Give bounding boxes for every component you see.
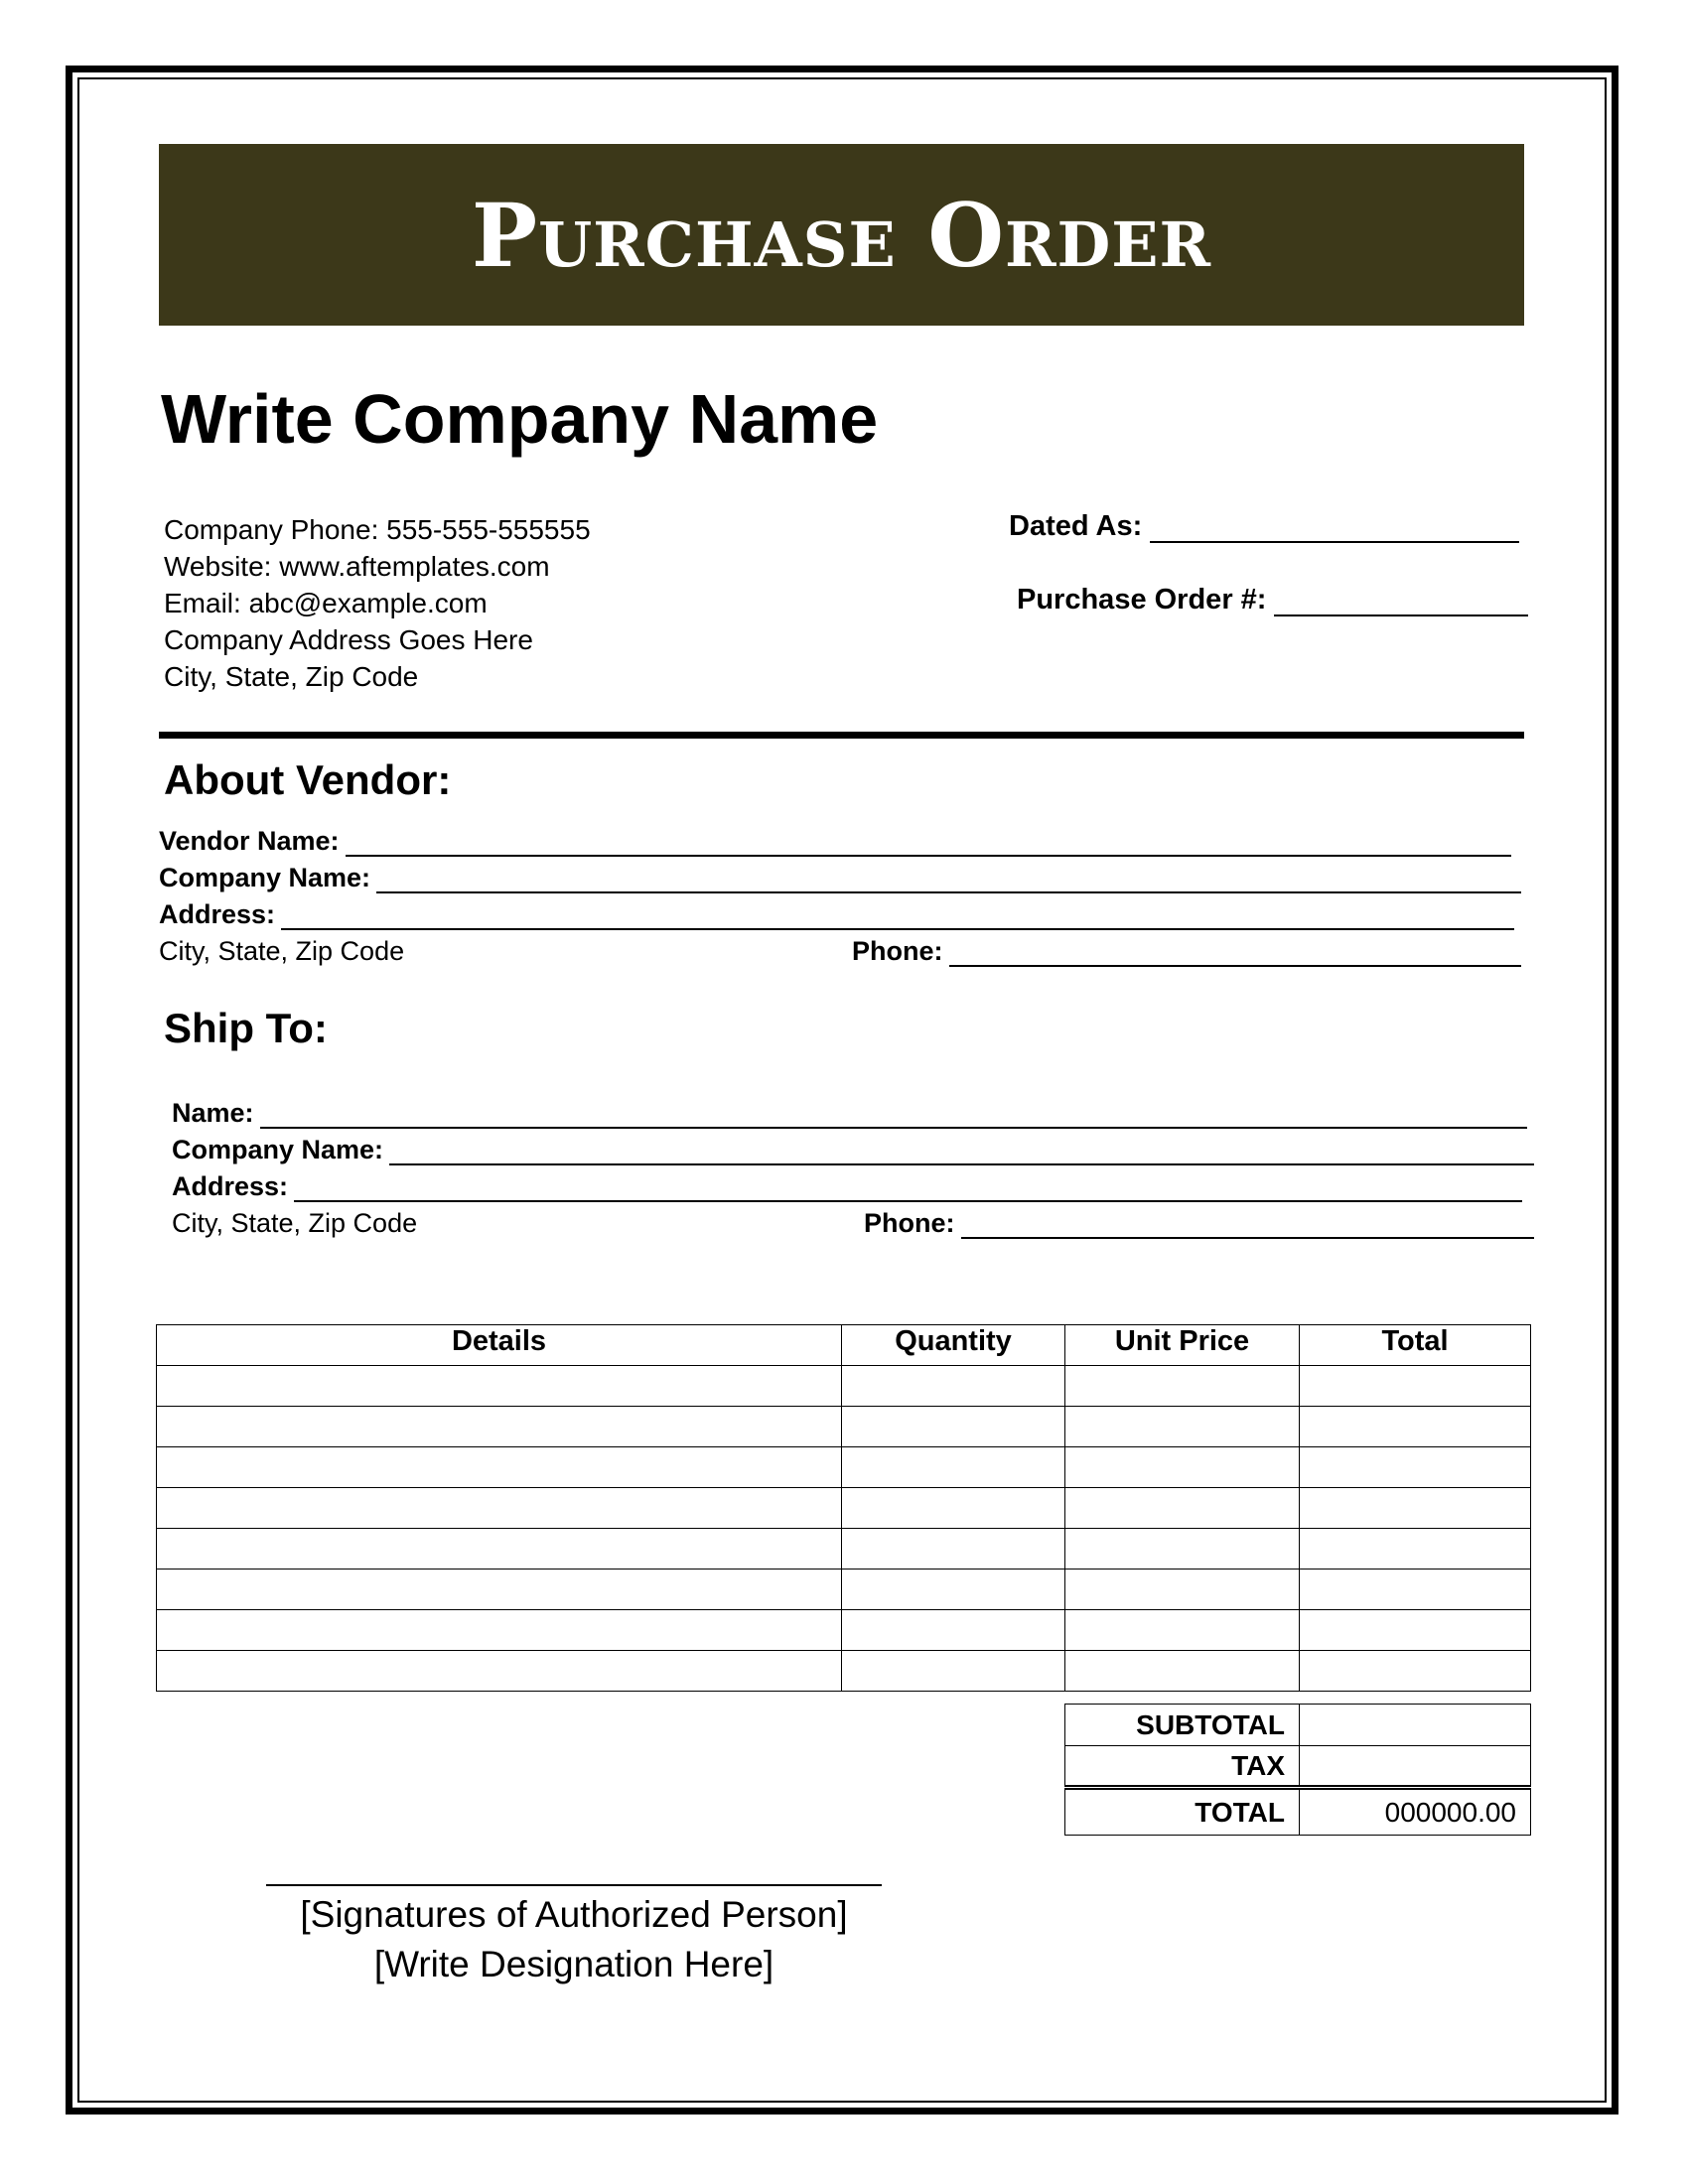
cell-details[interactable]: [157, 1447, 842, 1488]
cell-quantity[interactable]: [842, 1488, 1065, 1529]
tax-label: TAX: [1065, 1746, 1300, 1788]
ship-name-row: [172, 1098, 1527, 1129]
vendor-address-row: [159, 899, 1514, 930]
cell-quantity[interactable]: [842, 1651, 1065, 1692]
designation-label: [Write Designation Here]: [373, 1944, 774, 1984]
table-row: [157, 1610, 1531, 1651]
header-total: Total: [1300, 1325, 1531, 1366]
cell-details[interactable]: [157, 1651, 842, 1692]
ship-name-input[interactable]: [260, 1105, 1527, 1129]
vendor-address-label: Address:: [159, 899, 276, 929]
vendor-phone-input[interactable]: [949, 943, 1522, 967]
cell-total[interactable]: [1300, 1407, 1531, 1447]
ship-address-label: Address:: [172, 1171, 289, 1201]
total-row: [1065, 1788, 1531, 1836]
cell-details[interactable]: [157, 1366, 842, 1407]
dated-as-label: Dated As:: [1009, 510, 1143, 542]
ship-company-input[interactable]: [389, 1142, 1534, 1165]
cell-unit-price[interactable]: [1065, 1407, 1300, 1447]
vendor-company-input[interactable]: [376, 870, 1521, 893]
company-email: Email: abc@example.com: [164, 588, 488, 618]
dated-as-input[interactable]: [1150, 516, 1519, 543]
vendor-city-label: City, State, Zip Code: [159, 936, 405, 966]
cell-details[interactable]: [157, 1529, 842, 1570]
signature-line[interactable]: [266, 1884, 882, 1886]
cell-unit-price[interactable]: [1065, 1529, 1300, 1570]
total-value[interactable]: 000000.00: [1300, 1788, 1531, 1836]
cell-total[interactable]: [1300, 1488, 1531, 1529]
cell-quantity[interactable]: [842, 1570, 1065, 1610]
cell-details[interactable]: [157, 1610, 842, 1651]
po-number-field: [1017, 584, 1528, 616]
table-row: [157, 1407, 1531, 1447]
po-number-label: Purchase Order #:: [1017, 584, 1267, 615]
vendor-phone-label: Phone:: [852, 936, 943, 966]
dated-as-field: [1009, 510, 1519, 543]
ship-company-label: Company Name:: [172, 1135, 384, 1164]
ship-city-label: City, State, Zip Code: [172, 1208, 418, 1238]
cell-quantity[interactable]: [842, 1447, 1065, 1488]
cell-total[interactable]: [1300, 1366, 1531, 1407]
ship-address-row: [172, 1171, 1522, 1202]
ship-phone-row: [864, 1208, 1534, 1239]
table-row: [157, 1570, 1531, 1610]
document-title: Purchase Order: [471, 183, 1212, 287]
signature-label: [Signatures of Authorized Person]: [300, 1894, 848, 1935]
cell-unit-price[interactable]: [1065, 1447, 1300, 1488]
ship-phone-input[interactable]: [961, 1215, 1535, 1239]
vendor-phone-row: [852, 936, 1521, 967]
vendor-name-input[interactable]: [346, 833, 1511, 857]
vendor-company-label: Company Name:: [159, 863, 371, 892]
cell-quantity[interactable]: [842, 1407, 1065, 1447]
company-phone: Company Phone: 555-555-555555: [164, 514, 591, 545]
header-details: Details: [157, 1325, 842, 1366]
table-row: [157, 1366, 1531, 1407]
items-header-row: [157, 1325, 1531, 1366]
po-number-input[interactable]: [1274, 590, 1528, 616]
subtotal-value[interactable]: [1300, 1705, 1531, 1746]
subtotal-label: SUBTOTAL: [1065, 1705, 1300, 1746]
ship-phone-label: Phone:: [864, 1208, 955, 1238]
cell-quantity[interactable]: [842, 1529, 1065, 1570]
subtotal-row: [1065, 1705, 1531, 1746]
cell-details[interactable]: [157, 1407, 842, 1447]
ship-address-input[interactable]: [294, 1178, 1522, 1202]
table-row: [157, 1529, 1531, 1570]
vendor-city-row: [159, 936, 675, 967]
cell-unit-price[interactable]: [1065, 1651, 1300, 1692]
tax-value[interactable]: [1300, 1746, 1531, 1788]
section-divider: [159, 732, 1524, 739]
cell-unit-price[interactable]: [1065, 1366, 1300, 1407]
company-name[interactable]: Write Company Name: [161, 380, 879, 458]
company-city: City, State, Zip Code: [164, 661, 419, 692]
cell-total[interactable]: [1300, 1651, 1531, 1692]
total-label: TOTAL: [1065, 1788, 1300, 1836]
cell-total[interactable]: [1300, 1447, 1531, 1488]
items-table: [156, 1324, 1531, 1692]
vendor-name-label: Vendor Name:: [159, 826, 340, 856]
company-website: Website: www.aftemplates.com: [164, 551, 550, 582]
vendor-name-row: [159, 826, 1511, 857]
ship-company-row: [172, 1135, 1534, 1165]
cell-quantity[interactable]: [842, 1366, 1065, 1407]
company-info: [164, 511, 591, 695]
cell-total[interactable]: [1300, 1529, 1531, 1570]
cell-total[interactable]: [1300, 1610, 1531, 1651]
header-quantity: Quantity: [842, 1325, 1065, 1366]
vendor-company-row: [159, 863, 1521, 893]
cell-total[interactable]: [1300, 1570, 1531, 1610]
cell-details[interactable]: [157, 1488, 842, 1529]
table-row: [157, 1488, 1531, 1529]
ship-to-heading: Ship To:: [164, 1005, 328, 1051]
vendor-address-input[interactable]: [281, 906, 1514, 930]
vendor-heading: About Vendor:: [164, 756, 452, 803]
header-unit-price: Unit Price: [1065, 1325, 1300, 1366]
table-row: [157, 1447, 1531, 1488]
cell-details[interactable]: [157, 1570, 842, 1610]
cell-unit-price[interactable]: [1065, 1488, 1300, 1529]
title-banner: [159, 144, 1524, 326]
ship-city-row: [172, 1208, 688, 1239]
company-address: Company Address Goes Here: [164, 624, 533, 655]
ship-name-label: Name:: [172, 1098, 254, 1128]
tax-row: [1065, 1746, 1531, 1788]
cell-quantity[interactable]: [842, 1610, 1065, 1651]
cell-unit-price[interactable]: [1065, 1570, 1300, 1610]
totals-table: [1064, 1704, 1531, 1836]
table-row: [157, 1651, 1531, 1692]
cell-unit-price[interactable]: [1065, 1610, 1300, 1651]
